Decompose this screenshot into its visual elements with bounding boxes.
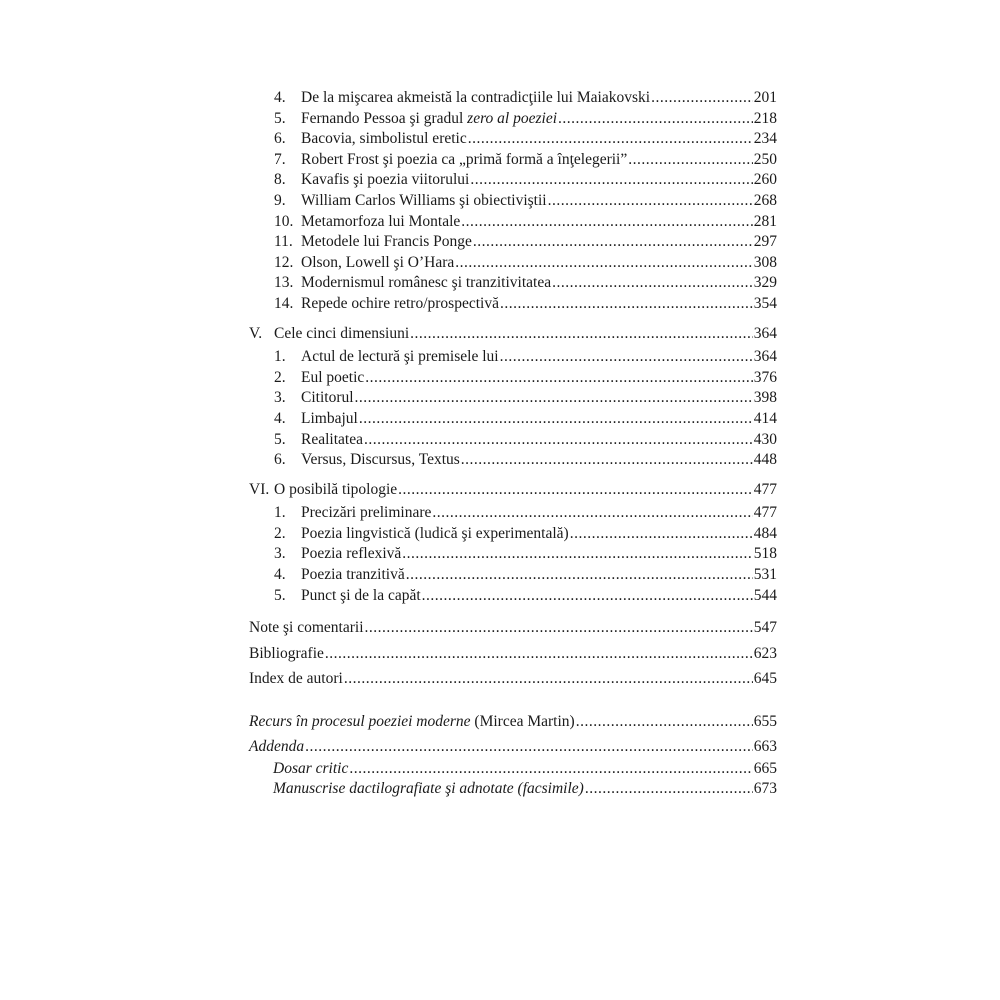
- entry-page: 477: [753, 504, 777, 522]
- entry-title: Punct şi de la capăt: [301, 586, 421, 604]
- entry-title: Kavafis şi poezia viitorului: [301, 171, 470, 189]
- entry-page: 414: [753, 409, 777, 427]
- dot-leader: [359, 409, 753, 430]
- toc-entry[interactable]: [249, 409, 777, 430]
- toc-entry[interactable]: [249, 347, 777, 368]
- entry-page: 201: [753, 89, 777, 106]
- toc-chapter-v[interactable]: [249, 324, 777, 345]
- entry-page: 354: [753, 294, 777, 312]
- dot-leader: [651, 88, 753, 109]
- entry-page: 234: [753, 130, 777, 148]
- entry-title-italic: Recurs în procesul poeziei moderne: [249, 712, 471, 730]
- toc-entry[interactable]: [249, 544, 777, 565]
- entry-title: Bacovia, simbolistul eretic: [301, 130, 467, 148]
- toc-entry[interactable]: [249, 294, 777, 315]
- entry-number: 7.: [274, 150, 286, 168]
- toc-addenda[interactable]: [249, 734, 777, 759]
- dot-leader: [628, 150, 753, 171]
- dot-leader: [402, 544, 752, 565]
- entry-page: 518: [753, 545, 777, 563]
- entry-title: De la mişcarea akmeistă la contradicţiile lui Maiakovski: [301, 89, 651, 106]
- entry-number: 9.: [274, 191, 286, 209]
- entry-number: 10.: [274, 212, 294, 230]
- toc-entry[interactable]: [249, 368, 777, 389]
- dot-leader: [468, 129, 753, 150]
- entry-page: 655: [753, 712, 777, 730]
- entry-number: 8.: [274, 171, 286, 189]
- toc-entry[interactable]: [249, 586, 777, 607]
- entry-page: 484: [753, 524, 777, 542]
- dot-leader: [398, 480, 753, 501]
- entry-page: 218: [753, 109, 777, 127]
- entry-title: Cititorul: [301, 389, 354, 407]
- entry-title: Limbajul: [301, 409, 358, 427]
- entry-title: Realitatea: [301, 430, 363, 448]
- entry-title: Repede ochire retro/prospectivă: [301, 294, 499, 312]
- entry-title: Index de autori: [249, 670, 343, 688]
- entry-number: 5.: [274, 586, 286, 604]
- dot-leader: [576, 709, 753, 734]
- toc-entry[interactable]: [249, 253, 777, 274]
- entry-page: 544: [753, 586, 777, 604]
- entry-number: 4.: [274, 409, 286, 427]
- entry-number: 3.: [274, 389, 286, 407]
- entry-page: 308: [753, 253, 777, 271]
- entry-number: 1.: [274, 348, 286, 366]
- toc-entry[interactable]: [249, 759, 777, 780]
- entry-title-text: Fernando Pessoa şi gradul: [301, 109, 468, 127]
- entry-number: 4.: [274, 89, 286, 106]
- entry-title: Robert Frost şi poezia ca „primă formă a înţelegerii”: [301, 150, 628, 168]
- dot-leader: [422, 586, 753, 607]
- chapter-page: 364: [753, 324, 777, 342]
- entry-page: 665: [753, 759, 777, 777]
- toc-entry[interactable]: [249, 129, 777, 150]
- entry-title: William Carlos Williams şi obiectiviştii: [301, 191, 547, 209]
- entry-title: Poezia lingvistică (ludică şi experimentală): [301, 524, 569, 542]
- dot-leader: [305, 734, 753, 759]
- toc-entry[interactable]: [249, 524, 777, 545]
- toc-entry[interactable]: [249, 430, 777, 451]
- entry-title: Note şi comentarii: [249, 619, 364, 637]
- toc-entry[interactable]: [249, 450, 777, 471]
- entry-page: 430: [753, 430, 777, 448]
- toc-author-index[interactable]: [249, 666, 777, 692]
- chapter-number: V.: [249, 324, 263, 342]
- entry-title: Dosar critic: [273, 759, 349, 777]
- dot-leader: [470, 170, 752, 191]
- entry-number: 4.: [274, 566, 286, 584]
- table-of-contents: [249, 88, 777, 800]
- entry-page: 329: [753, 274, 777, 292]
- chapter-title: O posibilă tipologie: [274, 480, 398, 498]
- section-gap: [249, 315, 777, 324]
- entry-number: 13.: [274, 274, 294, 292]
- entry-page: 260: [753, 171, 777, 189]
- toc-notes[interactable]: [249, 615, 777, 641]
- toc-entry[interactable]: [249, 779, 777, 800]
- entry-number: 6.: [274, 451, 286, 469]
- dot-leader: [500, 347, 753, 368]
- dot-leader: [461, 450, 753, 471]
- dot-leader: [552, 273, 753, 294]
- dot-leader: [455, 253, 753, 274]
- entry-number: 2.: [274, 524, 286, 542]
- entry-page: 531: [753, 566, 777, 584]
- entry-title: Metodele lui Francis Ponge: [301, 233, 472, 251]
- toc-entry[interactable]: [249, 388, 777, 409]
- dot-leader: [548, 191, 753, 212]
- dot-leader: [349, 759, 752, 780]
- entry-number: 14.: [274, 294, 294, 312]
- entry-title-text: (Mircea Martin): [470, 712, 575, 730]
- entry-number: 2.: [274, 368, 286, 386]
- dot-leader: [365, 368, 752, 389]
- toc-entry[interactable]: [249, 150, 777, 171]
- toc-entry[interactable]: [249, 191, 777, 212]
- chapter-page: 477: [753, 480, 777, 498]
- toc-entry[interactable]: [249, 109, 777, 130]
- dot-leader: [364, 430, 753, 451]
- entry-title: Metamorfoza lui Montale: [301, 212, 461, 230]
- entry-page: 663: [753, 737, 777, 755]
- entry-title: [301, 109, 557, 130]
- toc-entry[interactable]: [249, 503, 777, 524]
- dot-leader: [325, 641, 753, 667]
- entry-number: 11.: [274, 233, 293, 251]
- entry-title: Bibliografie: [249, 644, 324, 662]
- toc-entry[interactable]: [249, 212, 777, 233]
- entry-page: 398: [753, 389, 777, 407]
- entry-title: [249, 709, 575, 734]
- entry-page: 547: [753, 619, 777, 637]
- entry-number: 6.: [274, 130, 286, 148]
- entry-title: Poezia tranzitivă: [301, 566, 405, 584]
- entry-title: Precizări preliminare: [301, 504, 432, 522]
- entry-title: Poezia reflexivă: [301, 545, 402, 563]
- dot-leader: [570, 524, 753, 545]
- dot-leader: [355, 388, 753, 409]
- toc-entry[interactable]: [249, 273, 777, 294]
- entry-page: 297: [753, 233, 777, 251]
- toc-entry[interactable]: [249, 88, 777, 109]
- toc-recurs[interactable]: [249, 709, 777, 734]
- toc-chapter-vi[interactable]: [249, 480, 777, 501]
- entry-number: 5.: [274, 430, 286, 448]
- toc-entry[interactable]: [249, 170, 777, 191]
- dot-leader: [585, 779, 753, 800]
- entry-page: 448: [753, 451, 777, 469]
- entry-title: Modernismul românesc şi tranzitivitatea: [301, 274, 552, 292]
- toc-bibliography[interactable]: [249, 641, 777, 667]
- entry-page: 673: [753, 780, 777, 798]
- entry-page: 623: [753, 644, 777, 662]
- entry-page: 268: [753, 191, 777, 209]
- entry-page: 645: [753, 670, 777, 688]
- toc-entry[interactable]: [249, 565, 777, 586]
- chapter-number: VI.: [249, 480, 270, 498]
- section-gap: [249, 471, 777, 480]
- dot-leader: [461, 212, 752, 233]
- dot-leader: [500, 294, 753, 315]
- chapter-title: Cele cinci dimensiuni: [274, 324, 410, 342]
- entry-number: 5.: [274, 109, 286, 127]
- section-gap: [249, 692, 777, 709]
- dot-leader: [344, 666, 753, 692]
- section-gap: [249, 606, 777, 615]
- entry-page: 364: [753, 348, 777, 366]
- dot-leader: [473, 232, 753, 253]
- entry-number: 1.: [274, 504, 286, 522]
- dot-leader: [410, 324, 753, 345]
- entry-number: 3.: [274, 545, 286, 563]
- entry-page: 376: [753, 368, 777, 386]
- entry-title: Eul poetic: [301, 368, 365, 386]
- entry-number: 12.: [274, 253, 294, 271]
- dot-leader: [406, 565, 753, 586]
- entry-title: Versus, Discursus, Textus: [301, 451, 460, 469]
- dot-leader: [432, 503, 752, 524]
- dot-leader: [365, 615, 753, 641]
- entry-title-italic: zero al poeziei: [467, 109, 558, 127]
- entry-title: Actul de lectură şi premisele lui: [301, 348, 499, 366]
- entry-title: Manuscrise dactilografiate şi adnotate (facsimile): [273, 780, 584, 798]
- entry-page: 281: [753, 212, 777, 230]
- entry-title: Olson, Lowell şi O’Hara: [301, 253, 455, 271]
- dot-leader: [558, 109, 753, 130]
- entry-title: Addenda: [249, 737, 305, 755]
- entry-page: 250: [753, 150, 777, 168]
- toc-entry[interactable]: [249, 232, 777, 253]
